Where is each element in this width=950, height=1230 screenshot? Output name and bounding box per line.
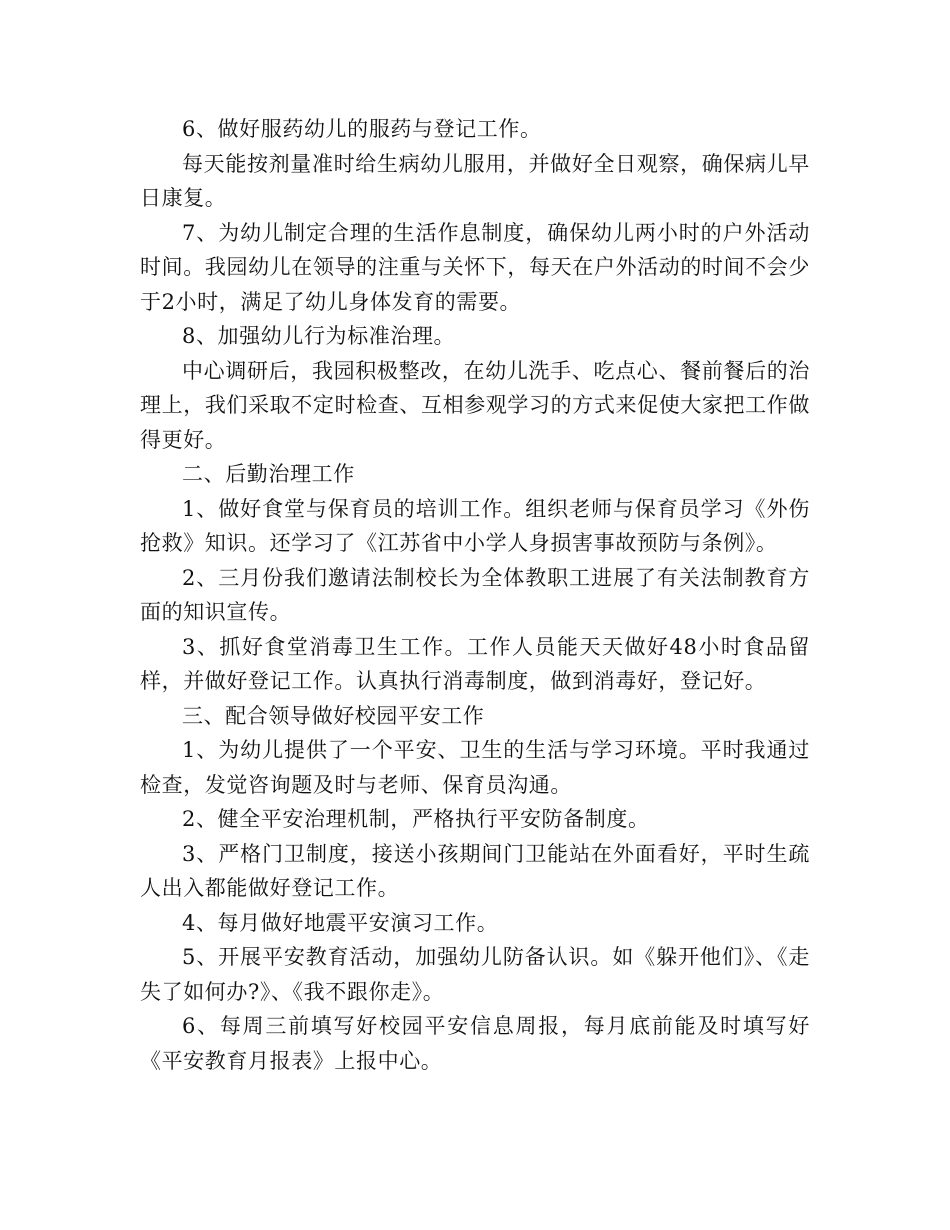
paragraph-13: 3、严格门卫制度，接送小孩期间门卫能站在外面看好，平时生疏人出入都能做好登记工作。 (140, 841, 810, 900)
paragraph-2: 每天能按剂量准时给生病幼儿服用，并做好全日观察，确保病儿早日康复。 (140, 151, 810, 210)
paragraph-8: 2、三月份我们邀请法制校长为全体教职工进展了有关法制教育方面的知识宣传。 (140, 565, 810, 624)
paragraph-5: 中心调研后，我园积极整改，在幼儿洗手、吃点心、餐前餐后的治理上，我们采取不定时检查、互相参观学习的方式来促使大家把工作做得更好。 (140, 358, 810, 452)
document-body (140, 112, 810, 1078)
paragraph-11: 1、为幼儿提供了一个平安、卫生的生活与学习环境。平时我通过检查，发觉咨询题及时与老师、保育员沟通。 (140, 738, 810, 797)
paragraph-4: 8、加强幼儿行为标准治理。 (182, 324, 456, 348)
paragraph-1: 6、做好服药幼儿的服药与登记工作。 (182, 117, 542, 141)
paragraph-3: 7、为幼儿制定合理的生活作息制度，确保幼儿两小时的户外活动时间。我园幼儿在领导的注重与关怀下，每天在户外活动的时间不会少于2小时，满足了幼儿身体发育的需要。 (140, 220, 810, 314)
section-heading-safety: 三、配合领导做好校园平安工作 (182, 703, 485, 728)
paragraph-7: 1、做好食堂与保育员的培训工作。组织老师与保育员学习《外伤抢救》知识。还学习了《江苏省中小学人身损害事故预防与条例》。 (140, 496, 810, 555)
paragraph-14: 4、每月做好地震平安演习工作。 (182, 910, 499, 935)
section-heading-logistics: 二、后勤治理工作 (182, 462, 355, 486)
paragraph-12: 2、健全平安治理机制，严格执行平安防备制度。 (182, 807, 650, 831)
paragraph-15: 5、开展平安教育活动，加强幼儿防备认识。如《躲开他们》、《走失了如何办?》、《我不跟你走》。 (140, 945, 810, 1004)
paragraph-16: 6、每周三前填写好校园平安信息周报，每月底前能及时填写好《平安教育月报表》上报中心。 (140, 1014, 810, 1073)
paragraph-9: 3、抓好食堂消毒卫生工作。工作人员能天天做好48小时食品留样，并做好登记工作。认真执行消毒制度，做到消毒好，登记好。 (140, 634, 810, 693)
